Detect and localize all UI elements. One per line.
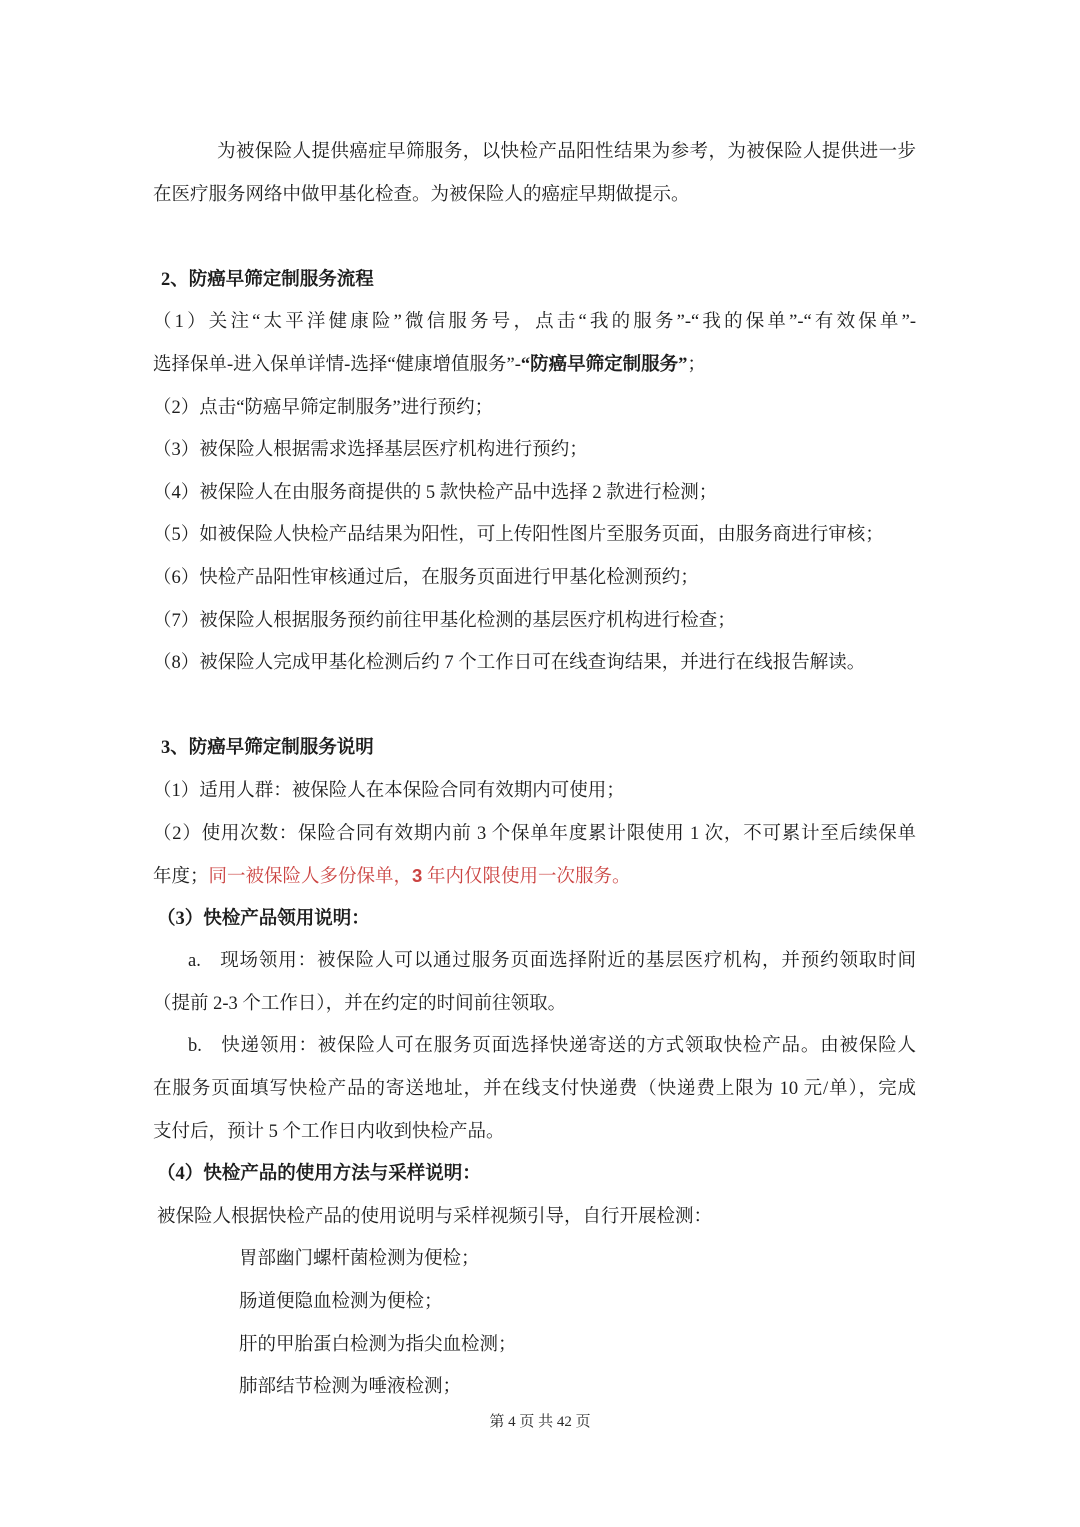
sampling-item-lung: [153, 1366, 916, 1409]
intro-line-2: [153, 174, 916, 217]
text-segment: （4）被保险人在由服务商提供的 5 款快检产品中选择 2 款进行检测；: [153, 482, 718, 503]
text-segment: （6）快检产品阳性审核通过后，在服务页面进行甲基化检测预约；: [153, 567, 699, 588]
sampling-intro: [153, 1196, 916, 1239]
text-segment: （提前 2-3 个工作日），并在约定的时间前往领取。: [153, 993, 567, 1014]
text-segment: （2）使用次数：保险合同有效期内前 3 个保单年度累计限使用 1 次，不可累计至后续保单: [153, 823, 916, 844]
item-a-line-1: [153, 940, 916, 983]
text-segment: a. 现场领用：被保险人可以通过服务页面选择附近的基层医疗机构，并预约领取时间: [188, 951, 916, 972]
text-segment: 被保险人根据快检产品的使用说明与采样视频引导，自行开展检测：: [157, 1206, 713, 1227]
text-segment: 选择保单-进入保单详情-选择“健康增值服务”-: [153, 354, 521, 375]
item-b-line-1: [153, 1025, 916, 1068]
text-segment: （7）被保险人根据服务预约前往甲基化检测的基层医疗机构进行检查；: [153, 610, 736, 631]
sampling-item-stomach: [153, 1238, 916, 1281]
intro-line-1: [153, 131, 916, 174]
text-segment: b. 快递领用：被保险人可在服务页面选择快递寄送的方式领取快检产品。由被保险人: [188, 1036, 916, 1057]
text-segment: 年度；: [153, 867, 209, 888]
step-2: [153, 387, 916, 430]
text-segment: “防癌早筛定制服务”: [520, 354, 688, 375]
text-segment: 为被保险人提供癌症早筛服务，以快检产品阳性结果为参考，为被保险人提供进一步: [217, 142, 916, 162]
text-segment: 2、防癌早筛定制服务流程: [161, 269, 374, 290]
text-segment: 胃部幽门螺杆菌检测为便检；: [239, 1249, 480, 1270]
text-segment: 同一被保险人多份保单，: [208, 867, 413, 888]
note-2-line-2: [153, 855, 916, 898]
text-segment: 支付后，预计 5 个工作日内收到快检产品。: [153, 1121, 505, 1142]
text-segment: 肝的甲胎蛋白检测为指尖血检测；: [239, 1334, 517, 1355]
note-2-line-1: [153, 813, 916, 856]
text-segment: 肠道便隐血检测为便检；: [239, 1292, 443, 1313]
text-segment: 3: [412, 865, 423, 887]
text-segment: 肺部结节检测为唾液检测；: [239, 1377, 462, 1398]
text-segment: （8）被保险人完成甲基化检测后约 7 个工作日可在线查询结果，并进行在线报告解读。: [153, 653, 866, 674]
page-footer: 第 4 页 共 42 页: [489, 1413, 591, 1430]
text-segment: （1）适用人群：被保险人在本保险合同有效期内可使用；: [153, 780, 625, 801]
text-segment: 年内仅限使用一次服务。: [422, 867, 631, 888]
text-segment: （1）关注“太平洋健康险”微信服务号，点击“我的服务”-“我的保单”-“有效保单”-: [153, 312, 916, 333]
item-b-line-3: [153, 1111, 916, 1154]
step-4: [153, 472, 916, 515]
sampling-item-liver: [153, 1324, 916, 1367]
text-segment: （5）如被保险人快检产品结果为阳性，可上传阳性图片至服务页面，由服务商进行审核；: [153, 525, 884, 546]
text-segment: （2）点击“防癌早筛定制服务”进行预约；: [153, 397, 494, 418]
spacer: [153, 216, 916, 259]
item-b-line-2: [153, 1068, 916, 1111]
text-segment: 3、防癌早筛定制服务说明: [161, 738, 374, 759]
text-segment: 在医疗服务网络中做甲基化检查。为被保险人的癌症早期做提示。: [153, 184, 690, 205]
step-7: [153, 600, 916, 643]
step-1-line-1: [153, 301, 916, 344]
text-segment: ；: [687, 354, 706, 375]
section-2-heading: [153, 259, 916, 302]
text-segment: （3）快检产品领用说明：: [157, 908, 370, 929]
note-4-heading: [153, 1153, 916, 1196]
step-1-line-2: [153, 344, 916, 387]
text-segment: （3）被保险人根据需求选择基层医疗机构进行预约；: [153, 440, 588, 461]
item-a-line-2: [153, 983, 916, 1026]
step-8: [153, 642, 916, 685]
text-segment: 在服务页面填写快检产品的寄送地址，并在线支付快递费（快递费上限为 10 元/单），完成: [153, 1079, 916, 1100]
section-3-heading: [153, 727, 916, 770]
sampling-item-intestine: [153, 1281, 916, 1324]
step-5: [153, 514, 916, 557]
note-1: [153, 770, 916, 813]
step-3: [153, 429, 916, 472]
step-6: [153, 557, 916, 600]
note-3-heading: [153, 898, 916, 941]
text-segment: （4）快检产品的使用方法与采样说明：: [157, 1164, 481, 1185]
spacer: [153, 685, 916, 728]
